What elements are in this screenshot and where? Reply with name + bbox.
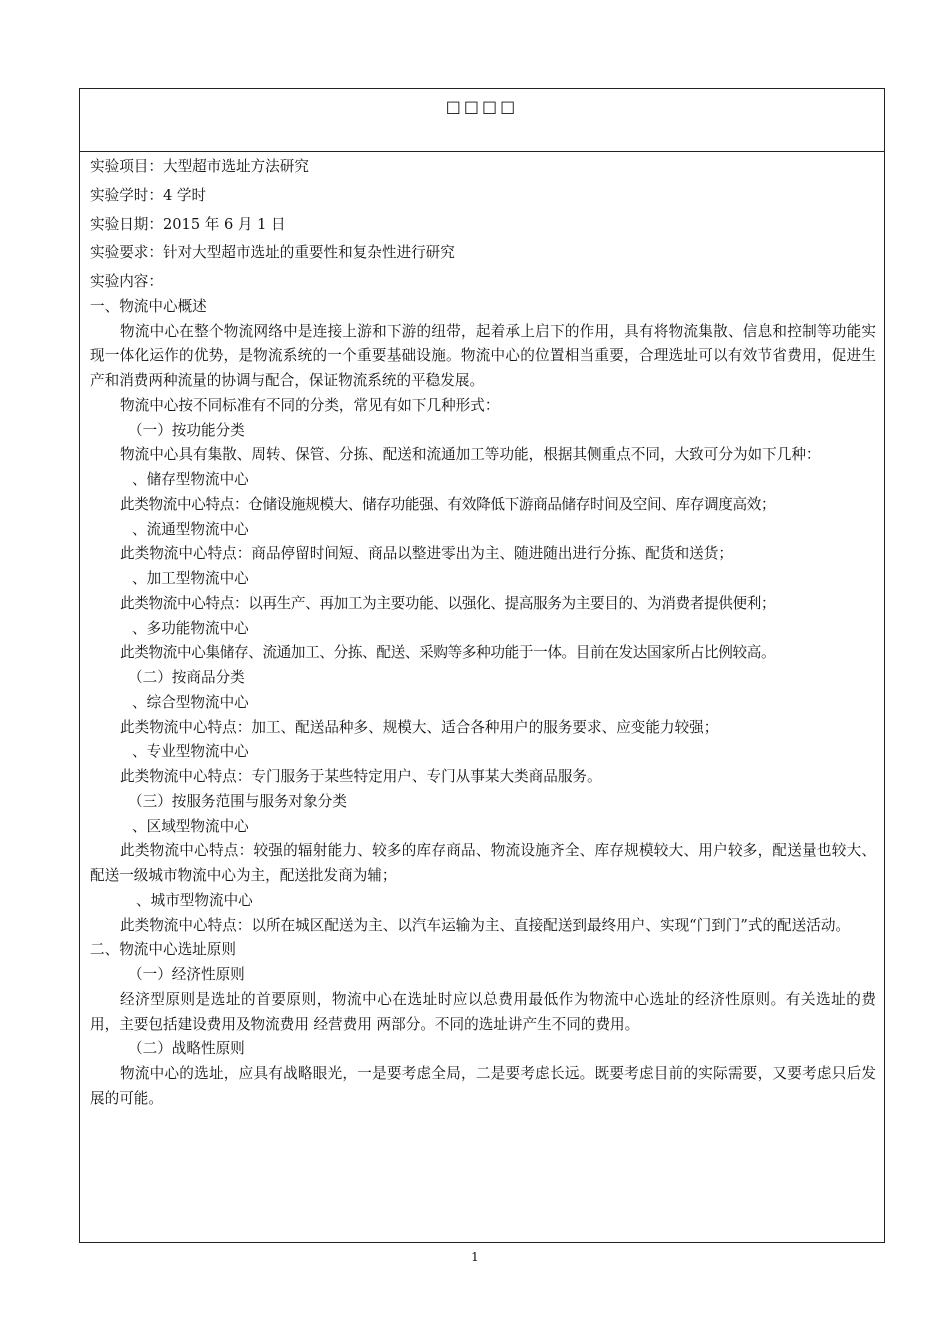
meta-content-label: 实验内容： [90, 273, 163, 290]
meta-project: 实验项目：大型超市选址方法研究 [90, 158, 309, 175]
subheading-2: （二）按商品分类 [128, 669, 245, 686]
type-circulation-desc: 此类物流中心特点：商品停留时间短、商品以整进零出为主、随进随出进行分拣、配货和送货； [120, 545, 733, 563]
section-heading-1: 一、物流中心概述 [90, 297, 207, 315]
subheading-4: （一）经济性原则 [128, 966, 245, 983]
subheading-1: （一）按功能分类 [128, 421, 245, 439]
type-storage-desc: 此类物流中心特点：仓储设施规模大、储存功能强、有效降低下游商品储存时间及空间、库存调度高效； [120, 495, 776, 513]
type-storage: 、储存型物流中心 [132, 471, 249, 488]
meta-requirement: 实验要求：针对大型超市选址的重要性和复杂性进行研究 [90, 244, 455, 262]
page-number: 1 [471, 1250, 479, 1264]
type-regional: 、区域型物流中心 [132, 817, 249, 835]
type-specialized-desc: 此类物流中心特点：专门服务于某些特定用户、专门从事某大类商品服务。 [120, 768, 602, 785]
type-comprehensive-desc: 此类物流中心特点：加工、配送品种多、规模大、适合各种用户的服务要求、应变能力较强； [120, 718, 719, 736]
type-processing-desc: 此类物流中心特点：以再生产、再加工为主要功能、以强化、提高服务为主要目的、为消费者提供便利； [120, 594, 776, 612]
type-multifunction-desc: 此类物流中心集储存、流通加工、分拣、配送、采购等多种功能于一体。目前在发达国家所占比例较高。 [120, 644, 776, 662]
type-circulation: 、流通型物流中心 [132, 520, 249, 538]
report-content [80, 152, 884, 1112]
report-header [80, 89, 884, 152]
type-urban-desc: 此类物流中心特点：以所在城区配送为主、以汽车运输为主、直接配送到最终用户、实现“门到门”式的配送活动。 [120, 916, 851, 934]
type-processing: 、加工型物流中心 [132, 570, 249, 587]
header-title: □□□□ [445, 97, 519, 116]
type-multifunction: 、多功能物流中心 [132, 619, 249, 637]
paragraph-2: 物流中心按不同标准有不同的分类，常见有如下几种形式： [120, 396, 500, 414]
section-heading-2: 二、物流中心选址原则 [90, 941, 236, 959]
type-comprehensive: 、综合型物流中心 [132, 693, 249, 711]
meta-hours: 实验学时：4 学时 [90, 186, 207, 204]
subheading-3: （三）按服务范围与服务对象分类 [128, 792, 347, 810]
paragraph-5: 物流中心的选址，应具有战略眼光，一是要考虑全局，二是要考虑长远。既要考虑目前的实际需要，又要考虑只后发展的可能。 [90, 1065, 876, 1107]
report-frame [79, 88, 885, 1243]
type-urban: 、城市型物流中心 [136, 891, 253, 909]
type-regional-desc: 此类物流中心特点：较强的辐射能力、较多的库存商品、物流设施齐全、库存规模较大、用户较多，配送量也较大、配送一级城市物流中心为主，配送批发商为辅； [90, 842, 876, 884]
subheading-5: （二）战略性原则 [128, 1040, 245, 1058]
type-specialized: 、专业型物流中心 [132, 743, 249, 761]
paragraph-3: 物流中心具有集散、周转、保管、分拣、配送和流通加工等功能，根据其侧重点不同，大致可分为如下几种： [120, 446, 821, 464]
meta-date: 实验日期：2015 年 6 月 1 日 [90, 215, 286, 233]
paragraph-1: 物流中心在整个物流网络中是连接上游和下游的纽带，起着承上启下的作用，具有将物流集散、信息和控制等功能实现一体化运作的优势，是物流系统的一个重要基础设施。物流中心的位置相当重要，合理选址可以有效节省费用，促进生产和消费两种流量的协调与配合，保证物流系统的平稳发展。 [90, 322, 876, 389]
paragraph-4: 经济型原则是选址的首要原则，物流中心在选址时应以总费用最低作为物流中心选址的经济性原则。有关选址的费用，主要包括建设费用及物流费用 经营费用 两部分。不同的选址讲产生不同的费用。 [90, 990, 876, 1033]
